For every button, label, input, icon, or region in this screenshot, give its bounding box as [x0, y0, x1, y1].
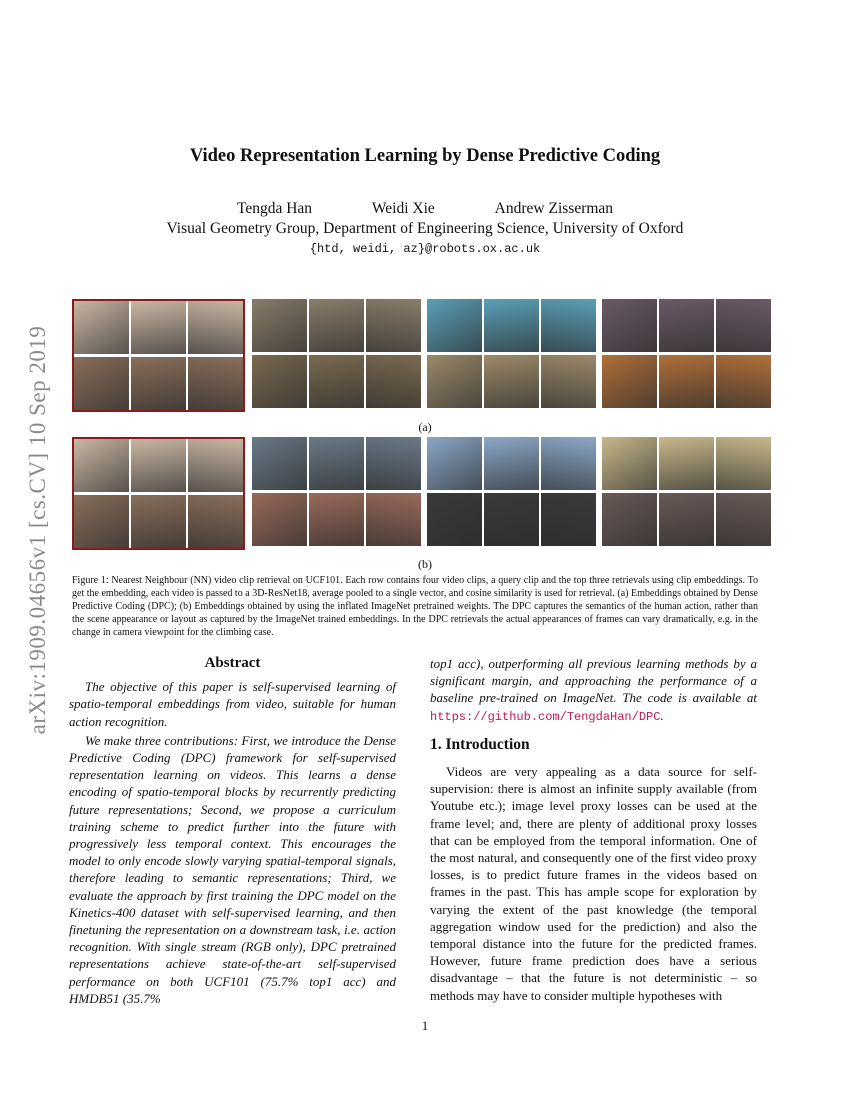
query-clip: [72, 437, 245, 550]
video-frame: [131, 439, 186, 492]
video-frame: [716, 355, 771, 408]
video-frame: [716, 437, 771, 490]
video-frame: [188, 357, 243, 410]
intro-heading: 1. Introduction: [430, 735, 530, 753]
abstract-paragraph: The objective of this paper is self-supervised learning of spatio-temporal embeddings from video, suitable for human action recognition.: [69, 679, 396, 729]
video-frame: [484, 493, 539, 546]
video-frame: [427, 493, 482, 546]
author: Andrew Zisserman: [494, 200, 614, 217]
retrieval-clip: [427, 437, 596, 550]
abstract-paragraph: We make three contributions: First, we introduce the Dense Predictive Coding (DPC) framework for self-supervised representation learning on videos. This learns a dense encoding of spatio-temporal blocks by recurrently predicting future representations; Second, we propose a curriculum training scheme to predict further into the future with progressively less temporal context. This encourages the model to only encode slowly varying spatial-temporal signals, therefore leading to semantic representations; Third, we evaluate the approach by first training the DPC model on the Kinetics-400 dataset with self-supervised learning, and then finetuning the representation on a downstream task, i.e. action recognition. With single stream (RGB only), DPC pretrained representations achieve state-of-the-art self-supervised performance on both UCF101 (75.7% top1 acc) and HMDB51 (35.7%: [69, 732, 396, 1006]
video-frame: [427, 355, 482, 408]
frame-strip: [427, 437, 596, 490]
email: {htd, weidi, az}@robots.ox.ac.uk: [309, 242, 541, 256]
video-frame: [131, 301, 186, 354]
video-frame: [484, 355, 539, 408]
abstract-column: [69, 655, 396, 1009]
video-frame: [309, 299, 364, 352]
video-frame: [716, 493, 771, 546]
frame-strip: [602, 299, 771, 352]
arxiv-stamp: arXiv:1909.04656v1 [cs.CV] 10 Sep 2019: [25, 325, 50, 735]
frame-strip: [602, 355, 771, 408]
frame-strip: [427, 493, 596, 546]
figure-a-label: (a): [418, 420, 432, 434]
video-frame: [74, 301, 129, 354]
period: .: [660, 707, 664, 723]
video-frame: [188, 439, 243, 492]
abstract-continuation: [430, 655, 757, 726]
video-frame: [541, 437, 596, 490]
video-frame: [602, 299, 657, 352]
query-clip: [72, 299, 245, 412]
video-frame: [309, 437, 364, 490]
video-frame: [309, 355, 364, 408]
figure-a-grid: [72, 299, 777, 412]
video-frame: [366, 493, 421, 546]
video-frame: [131, 495, 186, 548]
video-frame: [252, 493, 307, 546]
frame-strip: [602, 493, 771, 546]
frame-strip: [427, 355, 596, 408]
frame-strip: [252, 299, 421, 352]
video-frame: [427, 437, 482, 490]
author: Tengda Han: [236, 200, 313, 217]
video-frame: [484, 437, 539, 490]
video-frame: [74, 357, 129, 410]
video-frame: [659, 299, 714, 352]
paper-title: Video Representation Learning by Dense Predictive Coding: [189, 146, 661, 166]
retrieval-clip: [602, 299, 771, 412]
retrieval-clip: [252, 437, 421, 550]
frame-strip: [602, 437, 771, 490]
video-frame: [366, 299, 421, 352]
video-frame: [74, 495, 129, 548]
video-frame: [366, 437, 421, 490]
video-frame: [602, 493, 657, 546]
frame-strip: [74, 495, 243, 548]
frame-strip: [252, 493, 421, 546]
right-column: [430, 655, 757, 1006]
video-frame: [659, 437, 714, 490]
affiliation: Visual Geometry Group, Department of Engineering Science, University of Oxford: [166, 220, 684, 237]
figure-b-label: (b): [418, 557, 432, 571]
frame-strip: [74, 439, 243, 492]
video-frame: [541, 299, 596, 352]
abstract-cont-text: top1 acc), outperforming all previous learning methods by a significant margin, and approaching the performance of a baseline pre-trained on ImageNet. The code is available at: [430, 656, 757, 706]
page-number: 1: [421, 1018, 429, 1033]
frame-strip: [252, 437, 421, 490]
video-frame: [541, 355, 596, 408]
video-frame: [659, 355, 714, 408]
intro-paragraph: Videos are very appealing as a data source for self-supervision: there is almost an infinite supply available (from Youtube etc.); image level proxy losses can be used at the frame level; and, there are plenty of additional proxy losses that can be employed from the temporal information. One of the most natural, and consequently one of the first video proxy losses, is to predict future frames in the videos based on frames in the past. This has ample scope for exploration by varying the extent of the past knowledge (the temporal aggregation window used for the prediction) and also the temporal distance into the future for the predicted frames. However, future frame prediction does have a serious disadvantage – that the future is not deterministic – so methods may have to consider multiple hypotheses with: [430, 764, 757, 1003]
video-frame: [252, 355, 307, 408]
figure-b-grid: [72, 437, 777, 550]
video-frame: [131, 357, 186, 410]
author-list: [0, 200, 850, 218]
video-frame: [309, 493, 364, 546]
video-frame: [74, 439, 129, 492]
video-frame: [602, 355, 657, 408]
video-frame: [659, 493, 714, 546]
video-frame: [366, 355, 421, 408]
retrieval-clip: [427, 299, 596, 412]
video-frame: [602, 437, 657, 490]
frame-strip: [74, 301, 243, 354]
video-frame: [427, 299, 482, 352]
code-link[interactable]: https://github.com/TengdaHan/DPC: [430, 709, 661, 724]
video-frame: [484, 299, 539, 352]
video-frame: [188, 495, 243, 548]
retrieval-clip: [602, 437, 771, 550]
video-frame: [252, 437, 307, 490]
abstract-heading: Abstract: [204, 655, 261, 671]
frame-strip: [427, 299, 596, 352]
author: Weidi Xie: [371, 200, 435, 217]
figure-caption: Figure 1: Nearest Neighbour (NN) video clip retrieval on UCF101. Each row contains four video clips, a query clip and the top three retrievals using clip embeddings. To get the embedding, each video is passed to a 3D-ResNet18, average pooled to a single vector, and cosine similarity is used for retrieval. (a) Embeddings obtained by Dense Predictive Coding (DPC); (b) Embeddings obtained by using the inflated ImageNet pretrained weights. The DPC captures the semantics of the human action, rather than the scene appearance or layout as captured by the ImageNet trained embeddings. In the DPC retrievals the actual appearances of frames can vary dramatically, e.g. in the change in camera viewpoint for the climbing case.: [72, 575, 758, 638]
video-frame: [716, 299, 771, 352]
video-frame: [188, 301, 243, 354]
frame-strip: [74, 357, 243, 410]
retrieval-clip: [252, 299, 421, 412]
frame-strip: [252, 355, 421, 408]
video-frame: [541, 493, 596, 546]
video-frame: [252, 299, 307, 352]
